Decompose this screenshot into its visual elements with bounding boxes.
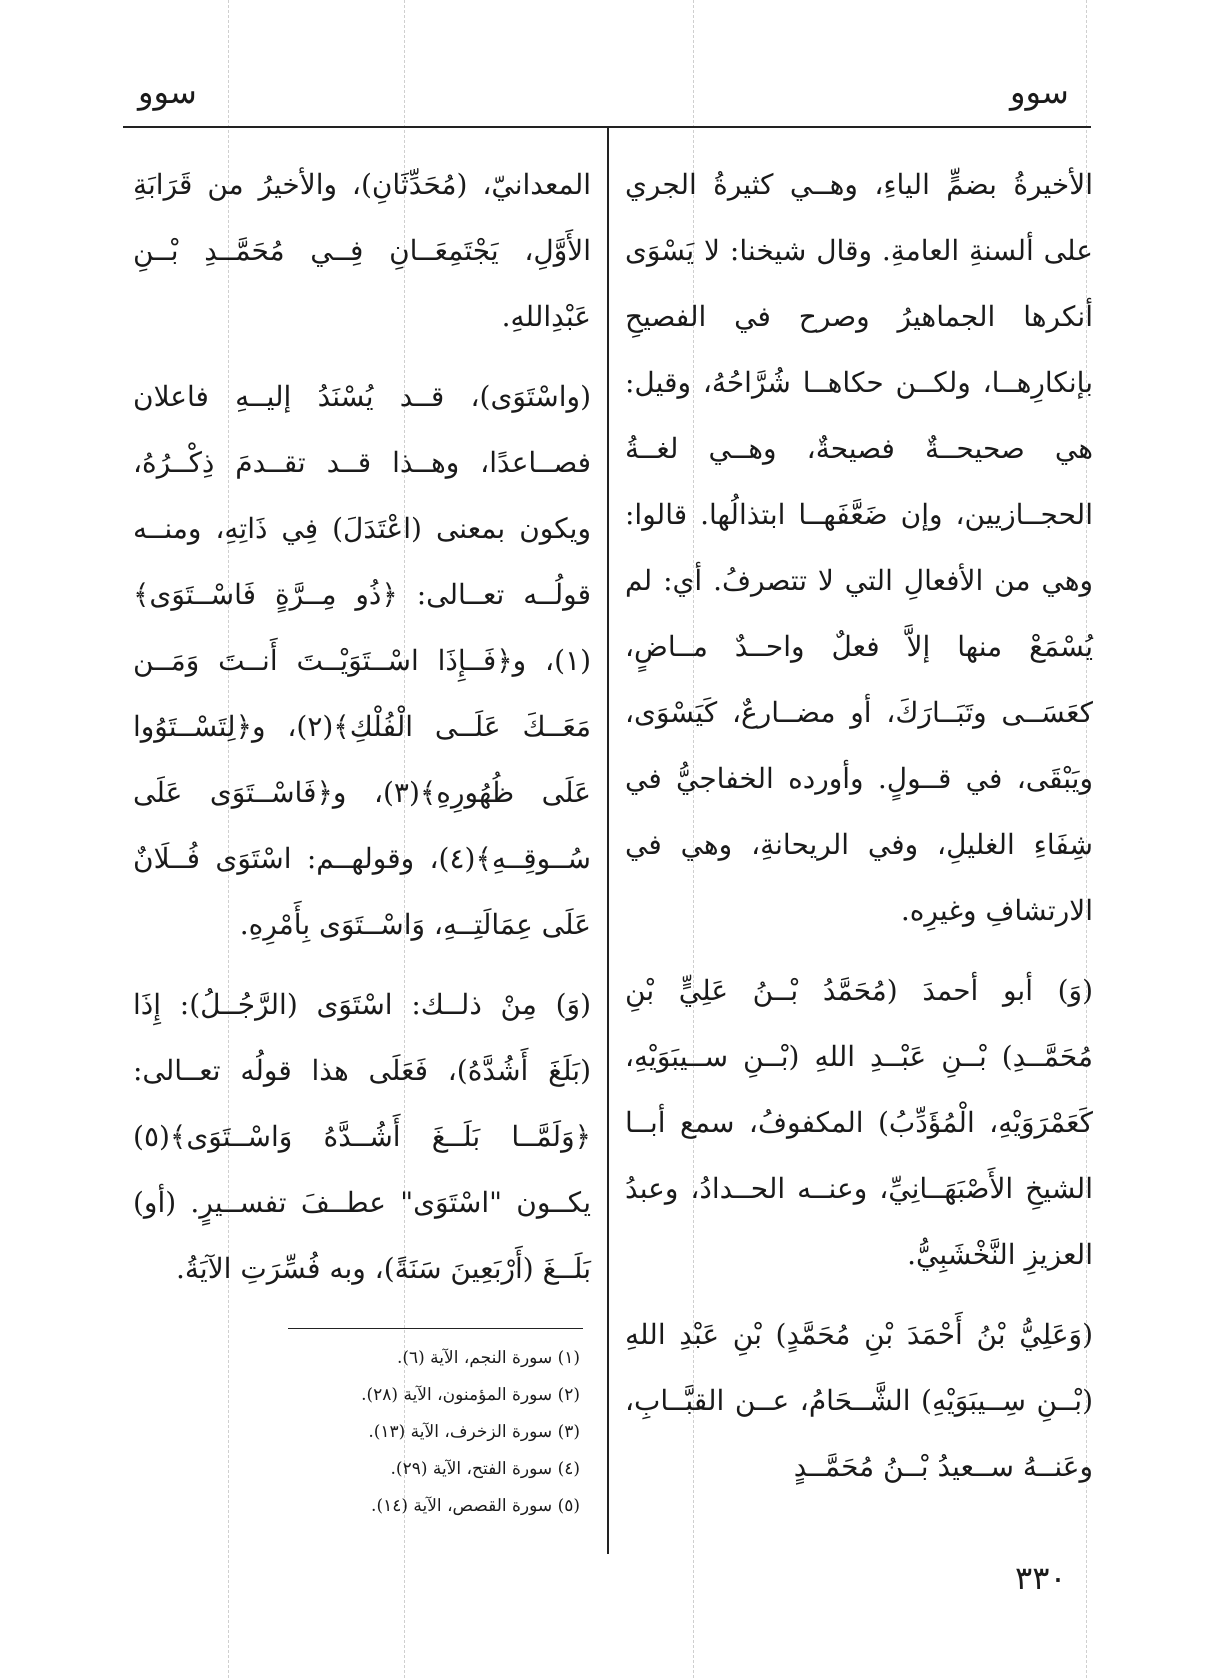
left-column-paragraph-3: (وَ) مِنْ ذلــك: اسْتَوَى (الرَّجُــلُ): إِذَا (بَلَغَ أَشُدَّهُ)، فَعَلَى هذا قولُه تعــالى: ﴿وَلَمَّــا بَلَــغَ أَشُــدَّهُ وَاسْــتَوَى﴾(٥) يكــون "اسْتَوَى" عطــفَ تفســيرٍ. (أو) بَلَــغَ (أَرْبَعِينَ سَنَةً)، وبه فُسِّرَتِ الآيَةُ.: [133, 988, 591, 1285]
right-column-paragraph-3: (وَعَلِيُّ بْنُ أَحْمَدَ بْنِ مُحَمَّدٍ) بْنِ عَبْدِ اللهِ (بْــنِ سِــيبَوَيْهِ) الشَّــحَامُ، عــن القبَّــابِ، وعَنــهُ ســعيدُ بْــنُ مُحَمَّــدٍ: [625, 1318, 1093, 1483]
footnotes: [300, 1340, 580, 1525]
footnote-1: (١) سورة النجم، الآية (٦).: [396, 1348, 580, 1368]
column-divider: [607, 126, 609, 1554]
left-column-paragraph-2: (واسْتَوَى)، قــد يُسْنَدُ إليــهِ فاعلان فصــاعدًا، وهــذا قــد تقــدمَ ذِكْــرُهُ، ويكون بمعنى (اعْتَدَلَ) فِي ذَاتِهِ، ومنــه قولُــه تعــالى: ﴿ذُو مِــرَّةٍ فَاسْــتَوَى﴾(١)، و﴿فَــإِذَا اسْــتَوَيْــتَ أَنــتَ وَمَــن مَعَــكَ عَلَــى الْفُلْكِ﴾(٢)، و﴿لِتَسْــتَوُوا عَلَى ظُهُورِهِ﴾(٣)، و﴿فَاسْــتَوَى عَلَى سُــوقِــهِ﴾(٤)، وقولهــم: اسْتَوَى فُــلَانٌ عَلَى عِمَالَتِــهِ، وَاسْــتَوَى بِأَمْرِهِ.: [133, 380, 591, 941]
right-column: [625, 152, 1093, 1514]
left-column: [133, 152, 591, 1316]
right-column-paragraph-2: (وَ) أبو أحمدَ (مُحَمَّدُ بْــنُ عَلِيٍّ بْنِ مُحَمَّــدِ) بْــنِ عَبْــدِ اللهِ (بْــنِ ســيبَوَيْهِ، كَعَمْرَوَيْهِ، الْمُؤَدِّبُ) المكفوفُ، سمع أبــا الشيخِ الأَصْبَهَــانِيِّ، وعنــه الحــدادُ، وعبدُ العزيزِ النَّخْشَبِيُّ.: [625, 974, 1093, 1271]
footnote-5: (٥) سورة القصص، الآية (١٤).: [371, 1496, 580, 1516]
footnote-3: (٣) سورة الزخرف، الآية (١٣).: [368, 1422, 580, 1442]
running-header-left: سوو: [138, 73, 197, 111]
left-column-paragraph-1: المعدانيّ، (مُحَدِّثَانِ)، والأخيرُ من قَرَابَةِ الأَوَّلِ، يَجْتَمِعَــانِ فِــي مُحَمَّــدِ بْــنِ عَبْدِاللهِ.: [133, 168, 591, 333]
page-number: ٣٣٠: [1015, 1559, 1067, 1597]
footnote-2: (٢) سورة المؤمنون، الآية (٢٨).: [361, 1385, 580, 1405]
footnote-rule: [288, 1328, 583, 1329]
running-header-right: سوو: [1010, 73, 1069, 111]
right-column-paragraph-1: الأخيرةُ بضمٍّ الياءِ، وهــي كثيرةُ الجري على ألسنةِ العامةِ. وقال شيخنا: لا يَسْوَى أنكرها الجماهيرُ وصرح في الفصيحِ بإنكارِهــا، ولكــن حكاهــا شُرَّاحُهُ، وقيل: هي صحيحــةٌ فصيحةٌ، وهــي لغــةُ الحجــازيين، وإن ضَعَّفَهــا ابتذالُها. قالوا: وهي من الأفعالِ التي لا تتصرفُ. أي: لم يُسْمَعْ منها إلاَّ فعلٌ واحــدٌ مــاضٍ، كعَسَــى وتَبَــارَكَ، أو مضــارعٌ، كَيَسْوَى، ويَبْقَى، في قــولٍ. وأورده الخفاجيُّ في شِفَاءِ الغليلِ، وفي الريحانةِ، وهي في الارتشافِ وغيرِه.: [625, 168, 1093, 927]
footnote-4: (٤) سورة الفتح، الآية (٢٩).: [390, 1459, 580, 1479]
